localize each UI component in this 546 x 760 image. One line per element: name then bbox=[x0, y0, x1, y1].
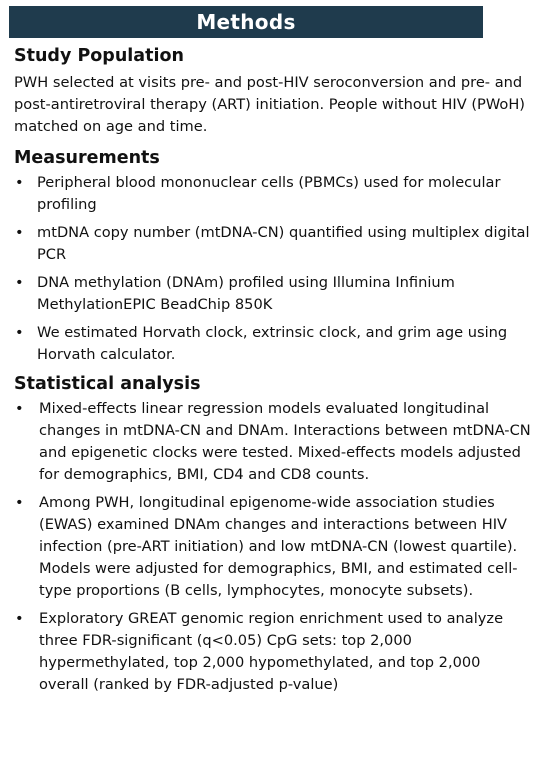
statistical-analysis-heading: Statistical analysis bbox=[14, 374, 201, 394]
list-item-text: Exploratory GREAT genomic region enrichment used to analyze three FDR-significant (q<0.05) CpG sets: top 2,000 hypermethylated, top 2,000 hypomethylated, and top 2,000 overall (ranked by FDR-adjusted p-value) bbox=[39, 610, 504, 693]
list-item bbox=[14, 492, 534, 602]
bullet-icon: • bbox=[15, 324, 24, 341]
list-item bbox=[14, 398, 534, 486]
list-item bbox=[14, 322, 534, 366]
list-item bbox=[14, 172, 534, 216]
bullet-icon: • bbox=[15, 174, 24, 191]
list-item bbox=[14, 222, 534, 266]
list-item-text: DNA methylation (DNAm) profiled using Illumina Infinium MethylationEPIC BeadChip 850K bbox=[37, 274, 455, 313]
list-item-text: We estimated Horvath clock, extrinsic clock, and grim age using Horvath calculator. bbox=[37, 324, 508, 363]
methods-content bbox=[14, 44, 534, 702]
measurements-section bbox=[14, 146, 534, 366]
study-population-section bbox=[14, 44, 534, 138]
bullet-icon: • bbox=[15, 494, 24, 511]
study-population-heading: Study Population bbox=[14, 46, 184, 66]
measurements-list bbox=[14, 172, 534, 366]
bullet-icon: • bbox=[15, 224, 24, 241]
statistical-analysis-section bbox=[14, 372, 534, 696]
study-population-text: PWH selected at visits pre- and post-HIV seroconversion and pre- and post-antiretroviral therapy (ART) initiation. People without HIV (PWoH) matched on age and time. bbox=[14, 74, 526, 135]
bullet-icon: • bbox=[15, 274, 24, 291]
methods-header-bar bbox=[9, 6, 483, 38]
measurements-heading: Measurements bbox=[14, 148, 160, 168]
bullet-icon: • bbox=[15, 610, 24, 627]
list-item bbox=[14, 272, 534, 316]
bullet-icon: • bbox=[15, 400, 24, 417]
list-item-text: Peripheral blood mononuclear cells (PBMCs) used for molecular profiling bbox=[37, 174, 501, 213]
list-item-text: Among PWH, longitudinal epigenome-wide association studies (EWAS) examined DNAm changes and interactions between HIV infection (pre-ART initiation) and low mtDNA-CN (lowest quartile). Models were adjusted for demographics, BMI, and estimated cell-type proportions (B cells, lymphocytes, monocyte subsets). bbox=[39, 494, 518, 599]
list-item-text: Mixed-effects linear regression models evaluated longitudinal changes in mtDNA-CN and DNAm. Interactions between mtDNA-CN and epigenetic clocks were tested. Mixed-effects models adjusted for demographics, BMI, CD4 and CD8 counts. bbox=[39, 400, 531, 483]
statistical-analysis-list bbox=[14, 398, 534, 696]
section-title: Methods bbox=[196, 10, 296, 34]
list-item-text: mtDNA copy number (mtDNA-CN) quantified using multiplex digital PCR bbox=[37, 224, 530, 263]
list-item bbox=[14, 608, 534, 696]
